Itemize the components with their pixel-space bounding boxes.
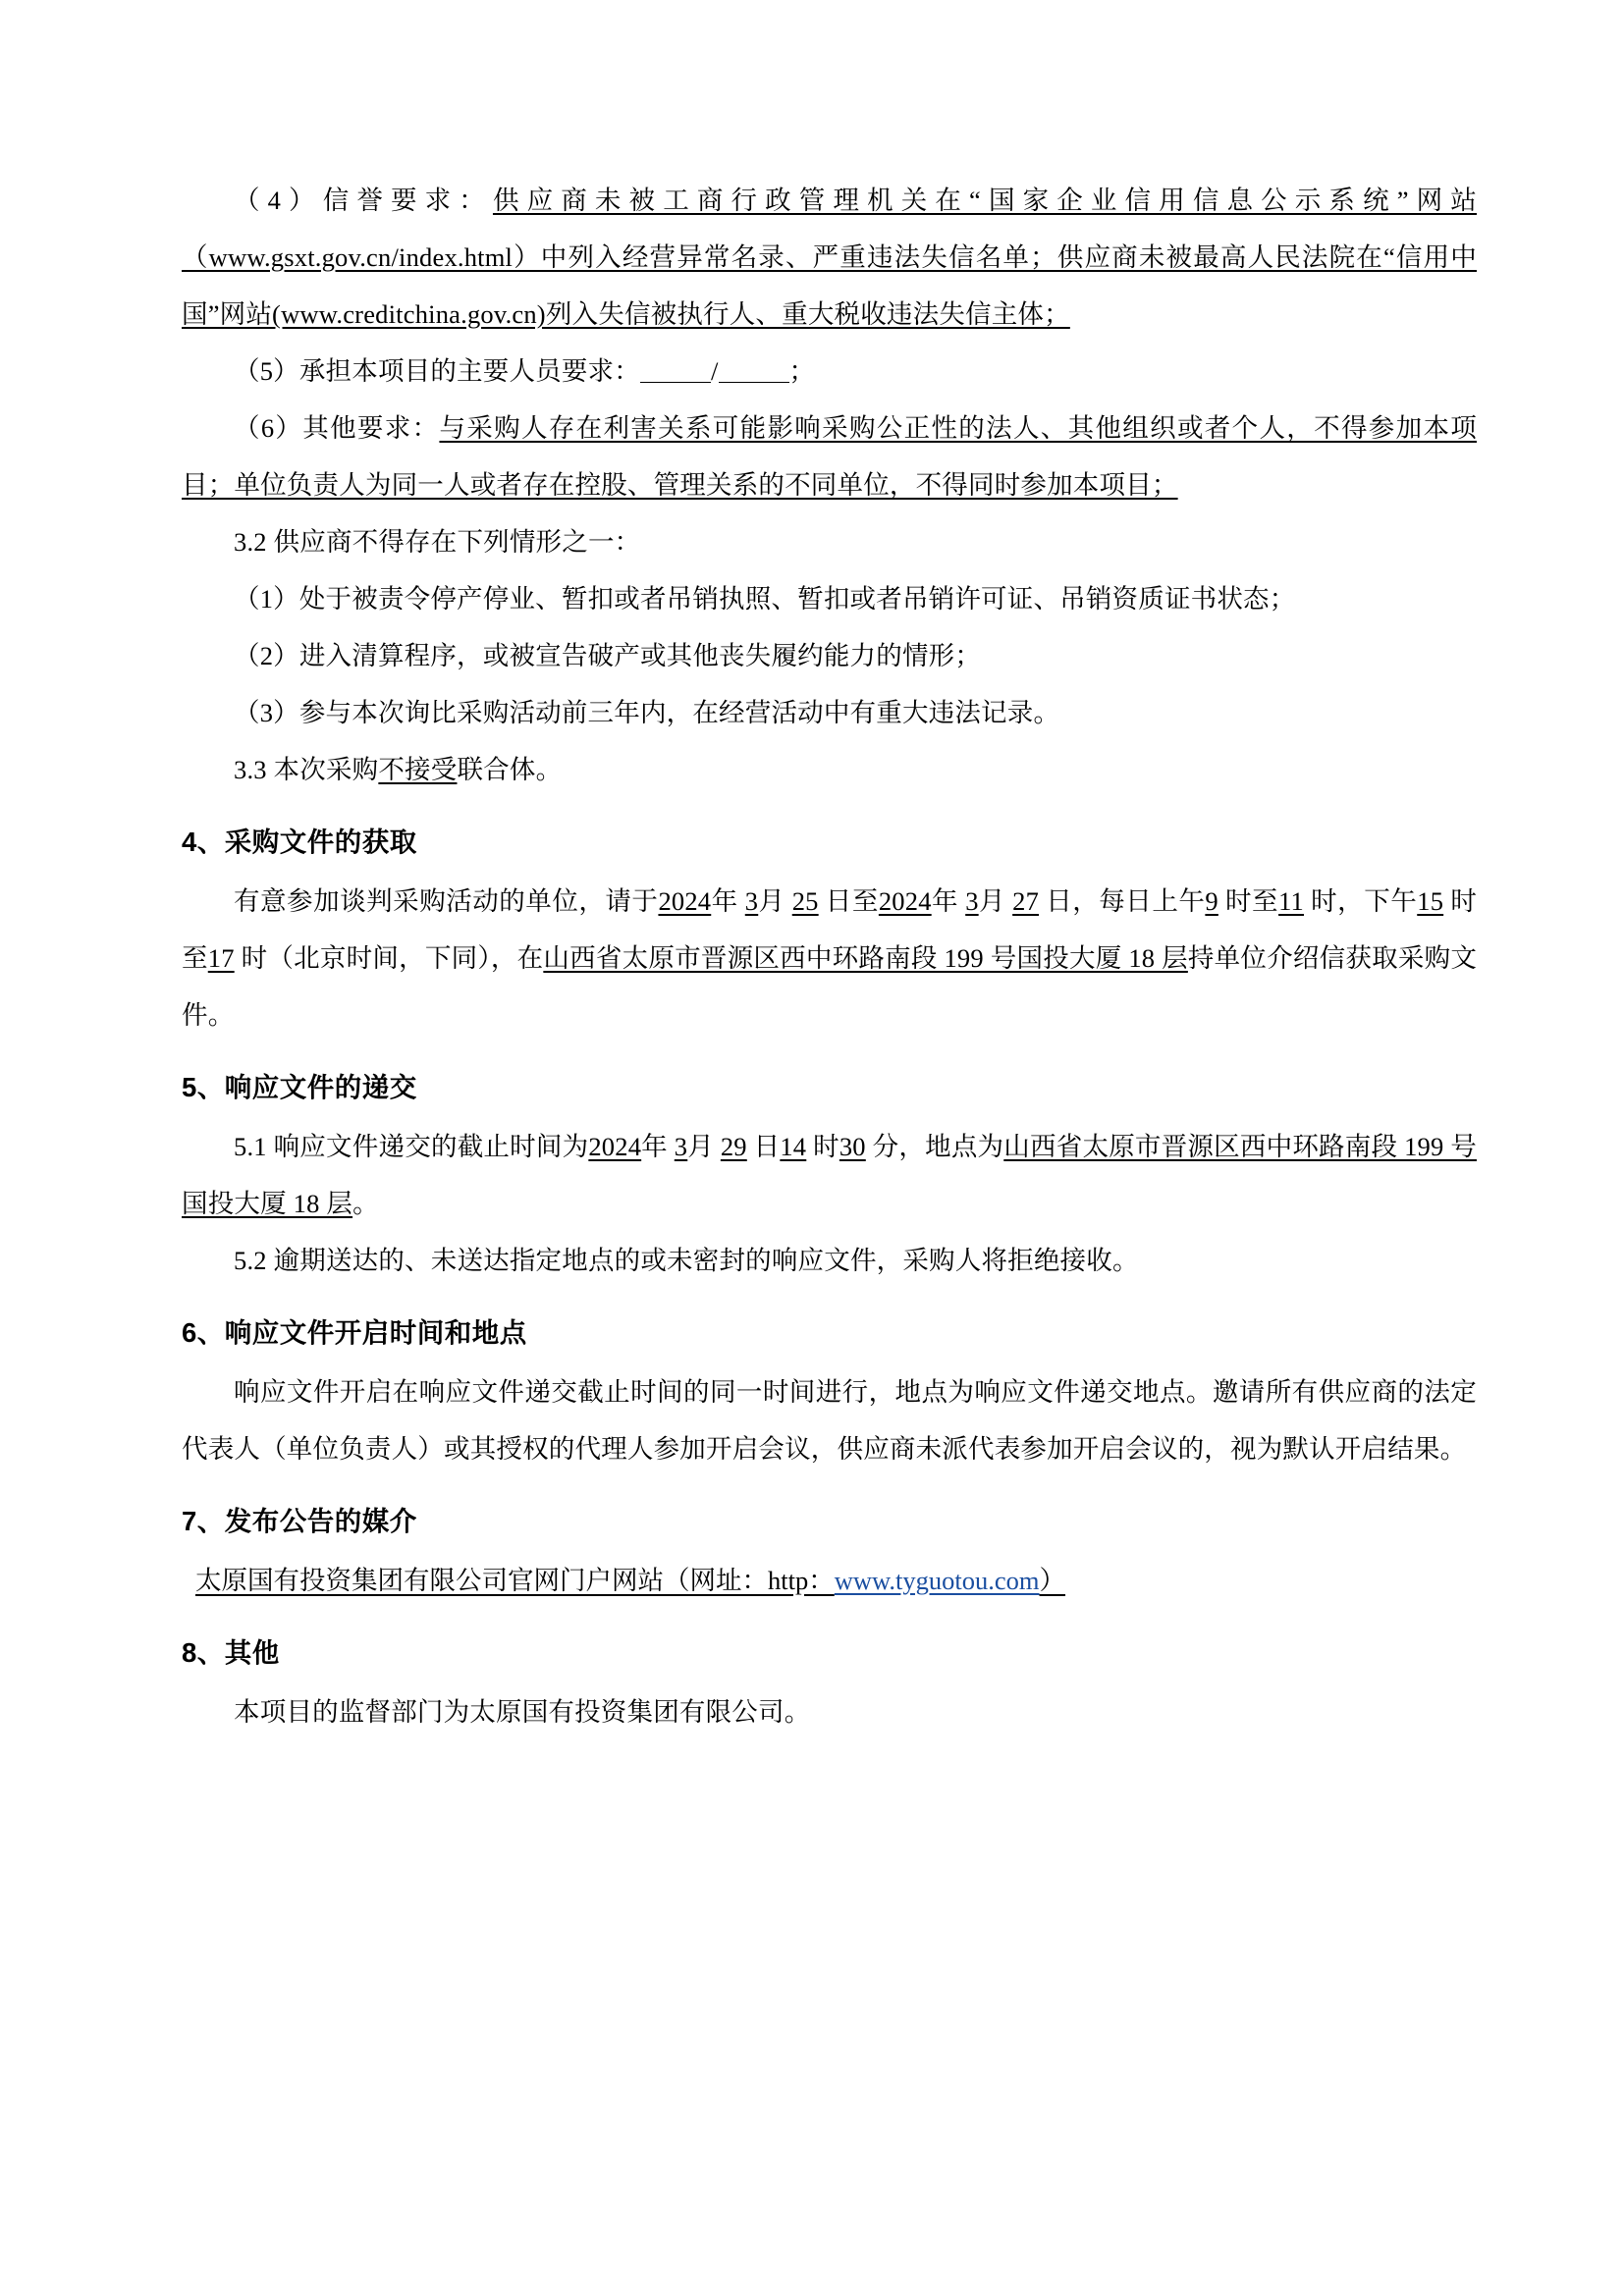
label-to: 至 (851, 886, 879, 916)
date-start-year: 2024 (658, 886, 712, 916)
section-4-t2: 时至 (1225, 886, 1279, 916)
label-month-1: 月 (758, 886, 785, 916)
item-5-1-prefix: 5.1 响应文件递交的截止时间为 (234, 1132, 589, 1161)
time-morning-start: 9 (1205, 886, 1218, 916)
section-7-text-prefix: 太原国有投资集团有限公司官网门户网站（网址：http： (195, 1566, 835, 1595)
other-requirement-prefix: （6）其他要求： (234, 413, 440, 443)
heading-section-8: 8、其他 (182, 1637, 280, 1668)
section-4-suffix: 持单位介绍信获取采购文件。 (182, 943, 1478, 1030)
time-afternoon-end: 17 (207, 943, 235, 973)
deadline-label-minute: 分 (872, 1132, 899, 1161)
section-7-text-suffix: ） (1039, 1566, 1066, 1595)
deadline-month: 3 (674, 1132, 688, 1161)
deadline-label-month: 月 (687, 1132, 714, 1161)
clause-3-2-item-3: （3）参与本次询比采购活动前三年内，在经营活动中有重大违法记录。 (234, 698, 1060, 727)
date-end-year: 2024 (878, 886, 932, 916)
time-afternoon-start: 15 (1417, 886, 1444, 916)
heading-section-7: 7、发布公告的媒介 (182, 1506, 417, 1536)
deadline-day: 29 (720, 1132, 747, 1161)
section-4-t5: 时 (241, 943, 268, 973)
paragraph-section-8: 本项目的监督部门为太原国有投资集团有限公司。 (234, 1697, 811, 1727)
clause-3-3-underlined: 不接受 (378, 755, 458, 784)
clause-3-3 (182, 741, 1477, 798)
clause-3-2-item-1: （1）处于被责令停产停业、暂扣或者吊销执照、暂扣或者吊销许可证、吊销资质证书状态； (234, 584, 1296, 614)
paragraph-section-6: 响应文件开启在响应文件递交截止时间的同一时间进行，地点为响应文件递交地点。邀请所有供应商的法定代表人（单位负责人）或其授权的代理人参加开启会议，供应商未派代表参加开启会议的，视为默认开启结果。 (182, 1377, 1477, 1464)
heading-section-4: 4、采购文件的获取 (182, 827, 417, 857)
section-4-t1: ，每日上午 (1072, 886, 1206, 916)
personnel-requirement-prefix: （5）承担本项目的主要人员要求： (234, 356, 640, 386)
credit-requirement-prefix: （4）信誉要求： (234, 186, 493, 215)
deadline-label-year: 年 (641, 1132, 668, 1161)
item-5-1-suffix: 。 (352, 1189, 379, 1218)
section-5-body (182, 1118, 1477, 1289)
label-year-1: 年 (711, 886, 738, 916)
date-end-day: 27 (1012, 886, 1040, 916)
time-morning-end: 11 (1278, 886, 1304, 916)
deadline-minute: 30 (839, 1132, 866, 1161)
date-end-month: 3 (965, 886, 979, 916)
section-8-body (182, 1683, 1477, 1740)
label-year-2: 年 (931, 886, 959, 916)
label-day-1: 日 (825, 886, 852, 916)
section-5-location: 山西省太原市晋源区西中环路南段 199 号国投大厦 18 层 (182, 1132, 1477, 1218)
document-body (182, 172, 1477, 798)
clause-3-3-suffix: 联合体。 (457, 755, 563, 784)
heading-section-5: 5、响应文件的递交 (182, 1072, 417, 1102)
item-5-1-mid: ，地点为 (898, 1132, 1004, 1161)
paragraph-5-1 (182, 1118, 1477, 1232)
deadline-year: 2024 (588, 1132, 642, 1161)
heading-section-6: 6、响应文件开启时间和地点 (182, 1317, 527, 1348)
paragraph-personnel-requirement (182, 343, 1477, 400)
deadline-hour: 14 (780, 1132, 807, 1161)
clause-3-3-prefix: 3.3 本次采购 (234, 755, 379, 784)
label-day-2: 日 (1046, 886, 1073, 916)
credit-requirement-underlined: 供应商未被工商行政管理机关在“国家企业信用信息公示系统”网站（www.gsxt.gov.cn/index.html）中列入经营异常名录、严重违法失信名单；供应商未被最高人民法院在“信用中国”网站(www.creditchina.gov.cn)列入失信被执行人、重大税收违法失信主体； (182, 186, 1477, 329)
section-7-body (182, 1552, 1477, 1609)
personnel-blank-separator: / (710, 356, 719, 386)
section-4-body (182, 873, 1477, 1043)
section-6-body (182, 1363, 1477, 1477)
date-start-day: 25 (791, 886, 819, 916)
section-4-t4: 时至 (182, 886, 1478, 973)
section-4-prefix: 有意参加谈判采购活动的单位，请于 (234, 886, 659, 916)
label-month-2: 月 (978, 886, 1005, 916)
section-4-t3: 时，下午 (1311, 886, 1418, 916)
personnel-blank-field-2[interactable] (719, 358, 789, 383)
section-7-url-link[interactable]: www.tyguotou.com (834, 1566, 1040, 1595)
clause-3-2-item-2: （2）进入清算程序，或被宣告破产或其他丧失履约能力的情形； (234, 641, 982, 670)
section-4-address: 山西省太原市晋源区西中环路南段 199 号国投大厦 18 层 (543, 943, 1188, 973)
deadline-label-day: 日 (753, 1132, 781, 1161)
clause-3-2-lead: 3.2 供应商不得存在下列情形之一： (234, 527, 641, 557)
date-start-month: 3 (744, 886, 759, 916)
other-requirement-underlined: 与采购人存在利害关系可能影响采购公正性的法人、其他组织或者个人，不得参加本项目；单位负责人为同一人或者存在控股、管理关系的不同单位，不得同时参加本项目； (182, 413, 1477, 500)
paragraph-other-requirement (182, 400, 1477, 513)
paragraph-credit-requirement (182, 172, 1477, 343)
paragraph-section-4 (182, 873, 1477, 1043)
personnel-blank-field-1[interactable] (640, 358, 711, 383)
section-4-time-note: （北京时间，下同），在 (267, 943, 544, 973)
paragraph-5-2: 5.2 逾期送达的、未送达指定地点的或未密封的响应文件，采购人将拒绝接收。 (234, 1246, 1139, 1275)
deadline-label-hour: 时 (813, 1132, 839, 1161)
personnel-requirement-suffix: ； (788, 356, 816, 386)
